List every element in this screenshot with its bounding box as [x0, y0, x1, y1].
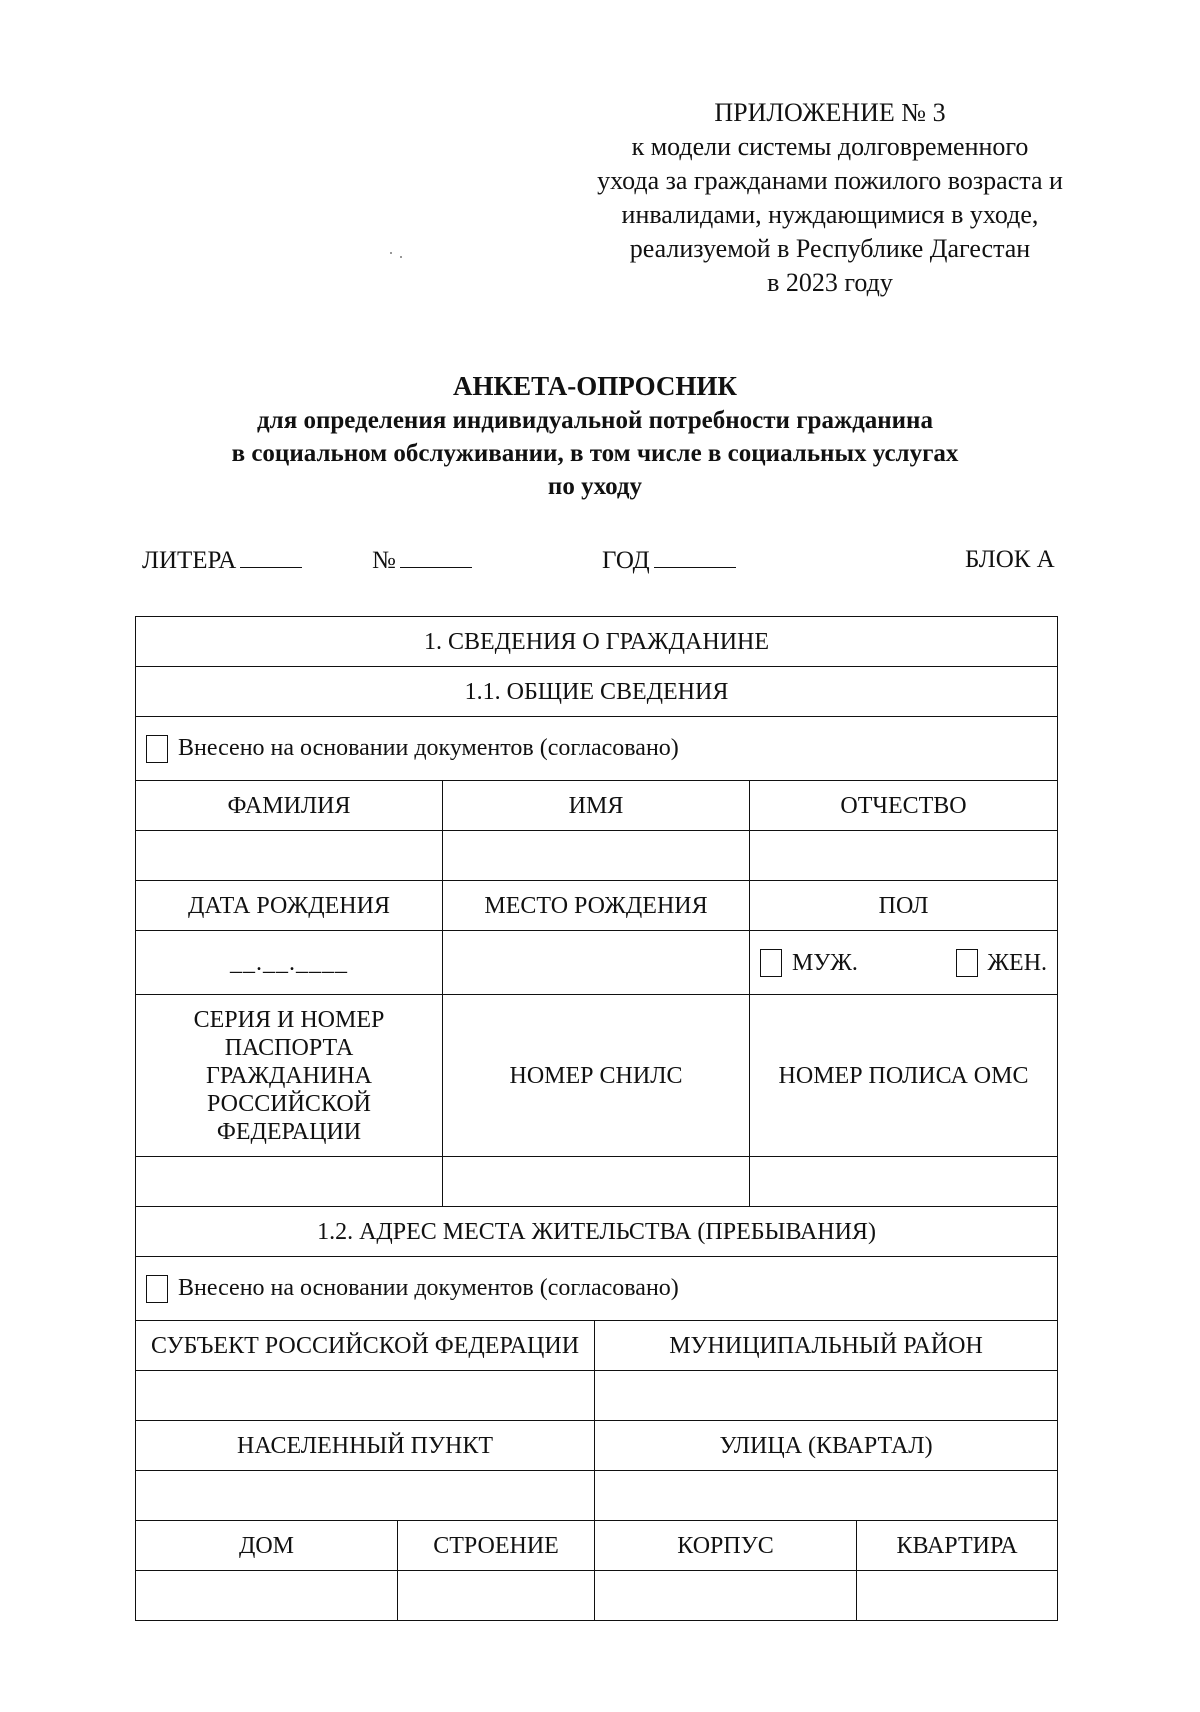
- building-input[interactable]: [398, 1571, 595, 1621]
- snils-input[interactable]: [443, 1157, 750, 1207]
- subject-input[interactable]: [136, 1371, 595, 1421]
- name-input[interactable]: [443, 831, 750, 881]
- birth-place-input[interactable]: [443, 931, 750, 995]
- documents-confirmed-checkbox[interactable]: [146, 735, 168, 763]
- gender-header: ПОЛ: [750, 881, 1058, 931]
- title-sub-line: по уходу: [547, 473, 643, 500]
- gender-male-option[interactable]: [760, 949, 858, 977]
- subject-header: СУБЪЕКТ РОССИЙСКОЙ ФЕДЕРАЦИИ: [136, 1321, 595, 1371]
- citizen-form-table: [135, 616, 1058, 1621]
- section-title: 1. СВЕДЕНИЯ О ГРАЖДАНИНЕ: [136, 617, 1058, 667]
- appendix-header: [560, 96, 1100, 300]
- document-title: [100, 368, 1090, 503]
- patronymic-header: ОТЧЕСТВО: [750, 781, 1058, 831]
- birth-date-input[interactable]: __.__.____: [136, 931, 443, 995]
- title-sub-line: в социальном обслуживании, в том числе в социальных услугах: [231, 440, 959, 467]
- gender-female-checkbox[interactable]: [956, 949, 978, 977]
- passport-input[interactable]: [136, 1157, 443, 1207]
- subsection-title: 1.1. ОБЩИЕ СВЕДЕНИЯ: [136, 667, 1058, 717]
- checkbox-label: Внесено на основании документов (согласовано): [178, 734, 679, 761]
- oms-header: НОМЕР ПОЛИСА ОМС: [750, 995, 1058, 1157]
- surname-input[interactable]: [136, 831, 443, 881]
- checkbox-label: Внесено на основании документов (согласовано): [178, 1274, 679, 1301]
- address-documents-confirmed-checkbox[interactable]: [146, 1275, 168, 1303]
- house-input[interactable]: [136, 1571, 398, 1621]
- litera-label: ЛИТЕРА: [142, 547, 237, 574]
- title-main: АНКЕТА-ОПРОСНИК: [453, 371, 737, 401]
- scan-speck: [400, 256, 402, 258]
- district-header: МУНИЦИПАЛЬНЫЙ РАЙОН: [595, 1321, 1058, 1371]
- gender-male-checkbox[interactable]: [760, 949, 782, 977]
- name-header: ИМЯ: [443, 781, 750, 831]
- litera-input[interactable]: [240, 546, 302, 568]
- birth-place-header: МЕСТО РОЖДЕНИЯ: [443, 881, 750, 931]
- appendix-line: ухода за гражданами пожилого возраста и: [597, 166, 1063, 195]
- apartment-header: КВАРТИРА: [857, 1521, 1058, 1571]
- appendix-line: в 2023 году: [767, 268, 893, 297]
- apartment-input[interactable]: [857, 1571, 1058, 1621]
- year-input[interactable]: [654, 546, 736, 568]
- number-label: №: [372, 547, 396, 574]
- gender-female-option[interactable]: [956, 949, 1048, 977]
- appendix-line: реализуемой в Республике Дагестан: [629, 234, 1031, 263]
- patronymic-input[interactable]: [750, 831, 1058, 881]
- snils-header: НОМЕР СНИЛС: [443, 995, 750, 1157]
- subsection-title: 1.2. АДРЕС МЕСТА ЖИТЕЛЬСТВА (ПРЕБЫВАНИЯ): [136, 1207, 1058, 1257]
- litera-field: [142, 546, 302, 575]
- locality-input[interactable]: [136, 1471, 595, 1521]
- street-input[interactable]: [595, 1471, 1058, 1521]
- title-sub-line: для определения индивидуальной потребности гражданина: [257, 407, 933, 434]
- district-input[interactable]: [595, 1371, 1058, 1421]
- scan-speck: [390, 252, 392, 254]
- documents-confirmed-row: [136, 717, 1058, 781]
- appendix-line: к модели системы долговременного: [631, 132, 1029, 161]
- gender-options: [750, 931, 1058, 995]
- building-header: СТРОЕНИЕ: [398, 1521, 595, 1571]
- appendix-line: ПРИЛОЖЕНИЕ № 3: [714, 98, 946, 127]
- locality-header: НАСЕЛЕННЫЙ ПУНКТ: [136, 1421, 595, 1471]
- number-input[interactable]: [400, 546, 472, 568]
- oms-input[interactable]: [750, 1157, 1058, 1207]
- passport-header: СЕРИЯ И НОМЕР ПАСПОРТА ГРАЖДАНИНА РОССИЙСКОЙ ФЕДЕРАЦИИ: [136, 995, 443, 1157]
- gender-female-label: ЖЕН.: [987, 949, 1048, 976]
- block-header: КОРПУС: [595, 1521, 857, 1571]
- block-label: БЛОК А: [965, 546, 1055, 573]
- address-documents-confirmed-row: [136, 1257, 1058, 1321]
- year-label: ГОД: [602, 547, 650, 574]
- surname-header: ФАМИЛИЯ: [136, 781, 443, 831]
- block-input[interactable]: [595, 1571, 857, 1621]
- birth-date-header: ДАТА РОЖДЕНИЯ: [136, 881, 443, 931]
- year-field: [602, 546, 736, 575]
- street-header: УЛИЦА (КВАРТАЛ): [595, 1421, 1058, 1471]
- house-header: ДОМ: [136, 1521, 398, 1571]
- number-field: [372, 546, 472, 575]
- gender-male-label: МУЖ.: [792, 949, 858, 976]
- appendix-line: инвалидами, нуждающимися в уходе,: [621, 200, 1039, 229]
